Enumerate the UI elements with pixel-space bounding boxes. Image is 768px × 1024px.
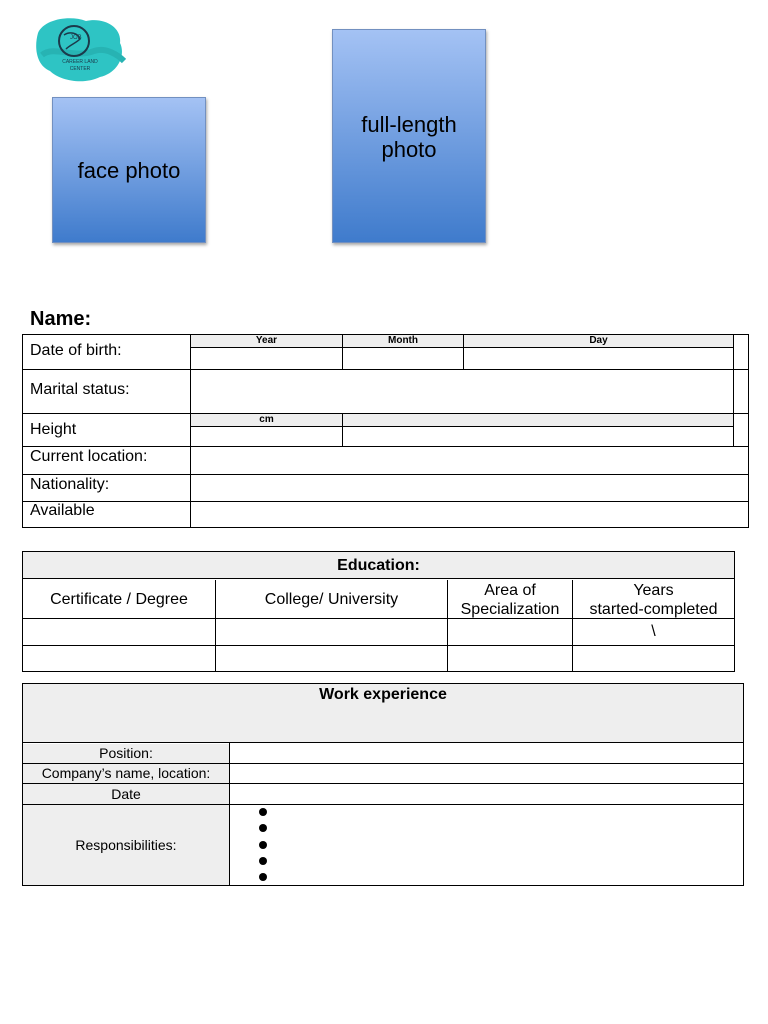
dob-year-header: Year	[191, 335, 342, 348]
col-header-years-line2: started-completed	[589, 600, 718, 618]
dob-day-header: Day	[464, 335, 733, 348]
marital-status-label: Marital status:	[30, 381, 130, 398]
edu-row1-college-cell[interactable]	[216, 619, 447, 645]
height-extra-header	[343, 414, 733, 427]
bullet-icon	[259, 873, 267, 881]
work-experience-title: Work experience	[23, 684, 743, 743]
divider	[342, 414, 343, 446]
logo-line1: CAREER LAND	[62, 59, 98, 65]
date-field[interactable]	[230, 784, 743, 804]
bullet-icon	[259, 808, 267, 816]
height-unit-header: cm	[191, 414, 342, 427]
face-photo-label: face photo	[77, 157, 181, 183]
dob-label: Date of birth:	[30, 342, 122, 359]
col-header-college: College/ University	[264, 591, 399, 608]
full-length-photo-placeholder[interactable]	[332, 29, 486, 243]
company-logo	[34, 15, 126, 83]
edu-row1-area-cell[interactable]	[448, 619, 572, 645]
company-field[interactable]	[230, 764, 743, 783]
bullet-icon	[259, 824, 267, 832]
edu-row1-years-cell[interactable]: \	[651, 623, 656, 640]
marital-status-field[interactable]	[191, 370, 733, 413]
dob-month-field[interactable]	[343, 349, 463, 369]
available-field[interactable]	[191, 502, 748, 527]
dob-year-field[interactable]	[191, 349, 342, 369]
col-header-area-line1: Area of	[484, 581, 536, 599]
name-label: Name:	[30, 308, 92, 330]
divider	[733, 335, 734, 446]
date-label: Date	[23, 784, 229, 804]
col-header-degree: Certificate / Degree	[50, 591, 188, 608]
dob-month-header: Month	[343, 335, 463, 348]
dob-day-field[interactable]	[464, 349, 733, 369]
col-header-area-line2: Specialization	[460, 600, 560, 618]
bullet-icon	[259, 857, 267, 865]
responsibilities-list[interactable]	[259, 808, 267, 889]
col-header-years	[573, 580, 734, 619]
nationality-label: Nationality:	[30, 476, 110, 493]
edu-row1-degree-cell[interactable]	[23, 619, 215, 645]
full-length-photo-label	[354, 112, 464, 162]
logo-line2: CENTER	[69, 66, 91, 72]
current-location-label: Current location:	[30, 448, 148, 465]
current-location-field[interactable]	[191, 447, 748, 474]
logo-job-text: JOB	[70, 35, 82, 41]
face-photo-placeholder[interactable]	[52, 97, 206, 243]
full-length-label-line2: photo	[381, 137, 437, 162]
position-field[interactable]	[230, 744, 743, 763]
education-title: Education:	[23, 552, 734, 579]
edu-row2[interactable]	[23, 646, 734, 671]
responsibilities-label: Responsibilities:	[23, 805, 229, 885]
col-header-years-line1: Years	[633, 581, 674, 599]
nationality-field[interactable]	[191, 475, 748, 501]
bullet-icon	[259, 841, 267, 849]
company-label: Company’s name, location:	[23, 764, 229, 783]
col-header-area	[448, 580, 572, 619]
available-label: Available	[30, 502, 95, 519]
position-label: Position:	[23, 744, 229, 763]
education-table	[22, 551, 735, 672]
height-field[interactable]	[191, 428, 342, 446]
work-experience-table	[22, 683, 744, 886]
height-label: Height	[30, 421, 77, 438]
full-length-label-line1: full-length	[361, 112, 457, 137]
personal-info-table	[22, 334, 749, 528]
